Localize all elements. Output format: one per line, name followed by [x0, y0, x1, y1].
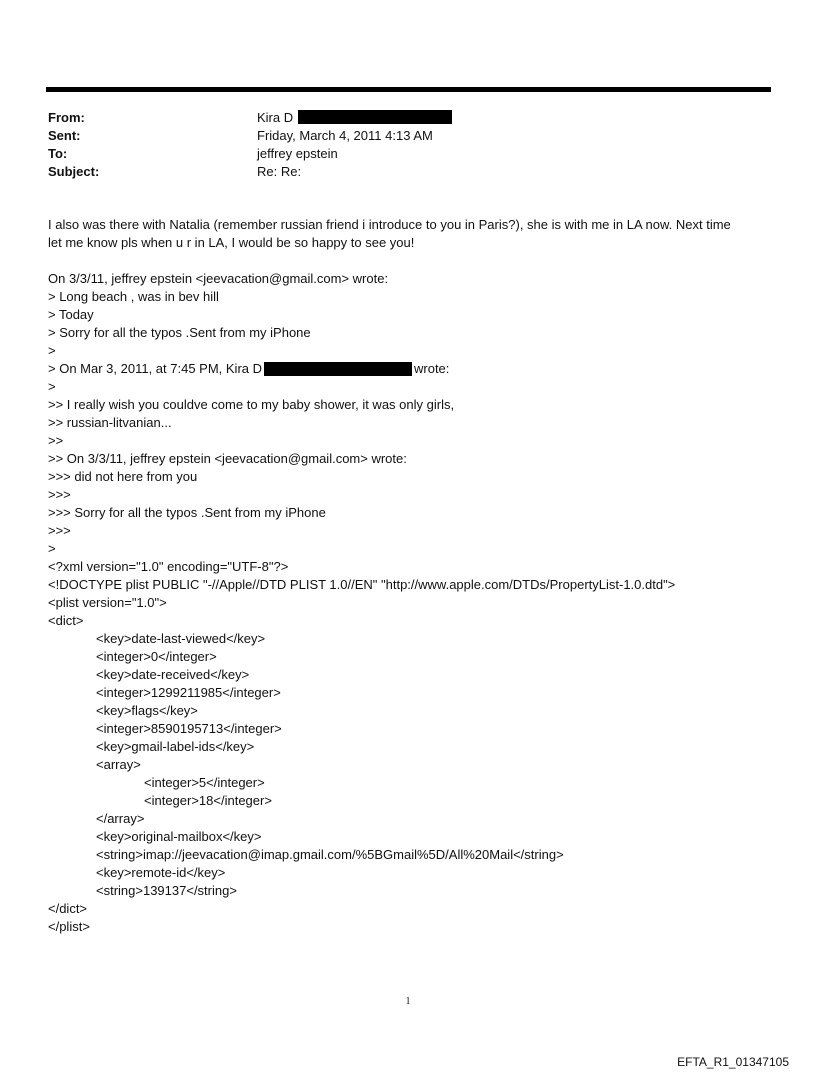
page-number: 1	[405, 996, 411, 1007]
quoted-line: >>	[48, 433, 64, 448]
plist-line: <dict>	[48, 613, 84, 628]
to-value: jeffrey epstein	[257, 145, 338, 161]
from-label: From:	[48, 109, 85, 125]
email-body	[48, 216, 778, 936]
plist-line: <integer>0</integer>	[96, 649, 217, 664]
plist-line: <string>imap://jeevacation@imap.gmail.com/%5BGmail%5D/All%20Mail</string>	[96, 847, 564, 862]
plist-line: <?xml version="1.0" encoding="UTF-8"?>	[48, 559, 289, 574]
quoted-line: >>> did not here from you	[48, 469, 198, 484]
from-name: Kira D	[257, 109, 294, 125]
document-id: EFTA_R1_01347105	[677, 1055, 789, 1069]
plist-line: <key>date-last-viewed</key>	[96, 631, 266, 646]
plist-line: <key>remote-id</key>	[96, 865, 226, 880]
sent-row	[48, 126, 452, 144]
plist-line: <integer>18</integer>	[144, 793, 272, 808]
plist-line: <integer>8590195713</integer>	[96, 721, 282, 736]
plist-line: <integer>1299211985</integer>	[96, 685, 281, 700]
to-label: To:	[48, 145, 68, 161]
plist-line: <integer>5</integer>	[144, 775, 265, 790]
plist-line: <!DOCTYPE plist PUBLIC "-//Apple//DTD PLIST 1.0//EN" "http://www.apple.com/DTDs/PropertyList-1.0.dtd">	[48, 577, 676, 592]
quoted-line: > Sorry for all the typos .Sent from my iPhone	[48, 325, 311, 340]
message-line: I also was there with Natalia (remember russian friend i introduce to you in Paris?), she is with me in LA now. Next time	[48, 217, 731, 232]
plist-line: <key>flags</key>	[96, 703, 198, 718]
quoted-text: wrote:	[414, 361, 450, 376]
plist-line: <key>original-mailbox</key>	[96, 829, 262, 844]
from-value	[257, 110, 452, 125]
quoted-line: >	[48, 541, 56, 556]
plist-line: <array>	[96, 757, 141, 772]
quoted-line	[48, 360, 778, 378]
plist-line: <key>gmail-label-ids</key>	[96, 739, 255, 754]
plist-line: </array>	[96, 811, 145, 826]
from-row	[48, 108, 452, 126]
spacer	[48, 252, 778, 270]
quoted-line: >>>	[48, 487, 71, 502]
quoted-line: >>> Sorry for all the typos .Sent from my iPhone	[48, 505, 326, 520]
redaction-box	[264, 362, 412, 376]
subject-label: Subject:	[48, 163, 100, 179]
subject-row	[48, 162, 452, 180]
quoted-line: >> russian-litvanian...	[48, 415, 172, 430]
message-line: let me know pls when u r in LA, I would be so happy to see you!	[48, 235, 415, 250]
redaction-box	[298, 110, 452, 124]
email-headers	[48, 108, 452, 180]
plist-line: <key>date-received</key>	[96, 667, 250, 682]
quoted-line: On 3/3/11, jeffrey epstein <jeevacation@gmail.com> wrote:	[48, 271, 389, 286]
quoted-line: > Long beach , was in bev hill	[48, 289, 219, 304]
quoted-line: >>>	[48, 523, 71, 538]
plist-line: <plist version="1.0">	[48, 595, 167, 610]
subject-value: Re: Re:	[257, 163, 302, 179]
quoted-line: >> On 3/3/11, jeffrey epstein <jeevacation@gmail.com> wrote:	[48, 451, 407, 466]
quoted-line: >	[48, 343, 56, 358]
quoted-text: > On Mar 3, 2011, at 7:45 PM, Kira D	[48, 361, 262, 376]
quoted-line: > Today	[48, 307, 94, 322]
sent-value: Friday, March 4, 2011 4:13 AM	[257, 127, 433, 143]
quoted-line: >	[48, 379, 56, 394]
plist-line: </dict>	[48, 901, 88, 916]
to-row	[48, 144, 452, 162]
header-rule	[46, 87, 771, 92]
plist-line: </plist>	[48, 919, 90, 934]
sent-label: Sent:	[48, 127, 81, 143]
plist-line: <string>139137</string>	[96, 883, 237, 898]
quoted-line: >> I really wish you couldve come to my baby shower, it was only girls,	[48, 397, 455, 412]
